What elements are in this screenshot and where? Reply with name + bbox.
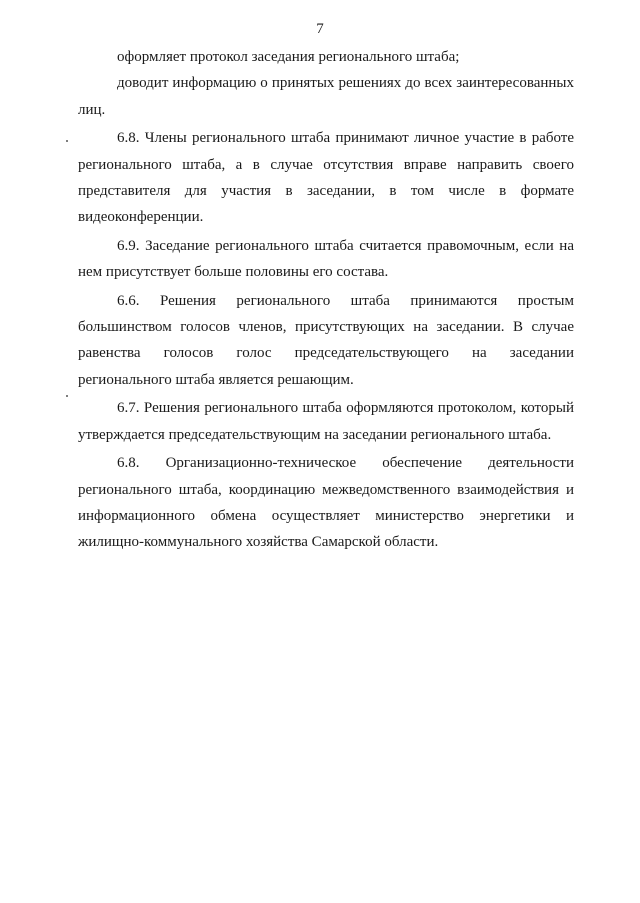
paragraph: оформляет протокол заседания регионального штаба; [117, 49, 460, 65]
margin-dot [66, 140, 68, 142]
paragraph: 6.8. Члены регионального штаба принимают личное участие в работе регионального штаба, а в случае отсутствия вправе направить своего представителя для участия в заседании, в том числе в формате видеоконференции. [78, 130, 574, 226]
paragraph: 6.6. Решения регионального штаба принимаются простым большинством голосов членов, присутствующих на заседании. В случае равенства голосов голос председательствующего на заседании регионального штаба является решающим. [78, 292, 574, 388]
paragraph: 6.7. Решения регионального штаба оформляются протоколом, который утверждается председательствующим на заседании регионального штаба. [78, 400, 574, 443]
document-body [78, 44, 574, 556]
paragraph: доводит информацию о принятых решениях до всех заинтересованных лиц. [78, 75, 574, 118]
paragraph: 6.8. Организационно-техническое обеспечение деятельности регионального штаба, координацию межведомственного взаимодействия и информационного обмена осуществляет министерство энергетики и жилищно-коммунального хозяйства Самарской области. [78, 455, 574, 551]
page-number: 7 [316, 21, 324, 37]
paragraph: 6.9. Заседание регионального штаба считается правомочным, если на нем присутствует больше половины его состава. [78, 237, 574, 281]
margin-dot [66, 395, 68, 397]
